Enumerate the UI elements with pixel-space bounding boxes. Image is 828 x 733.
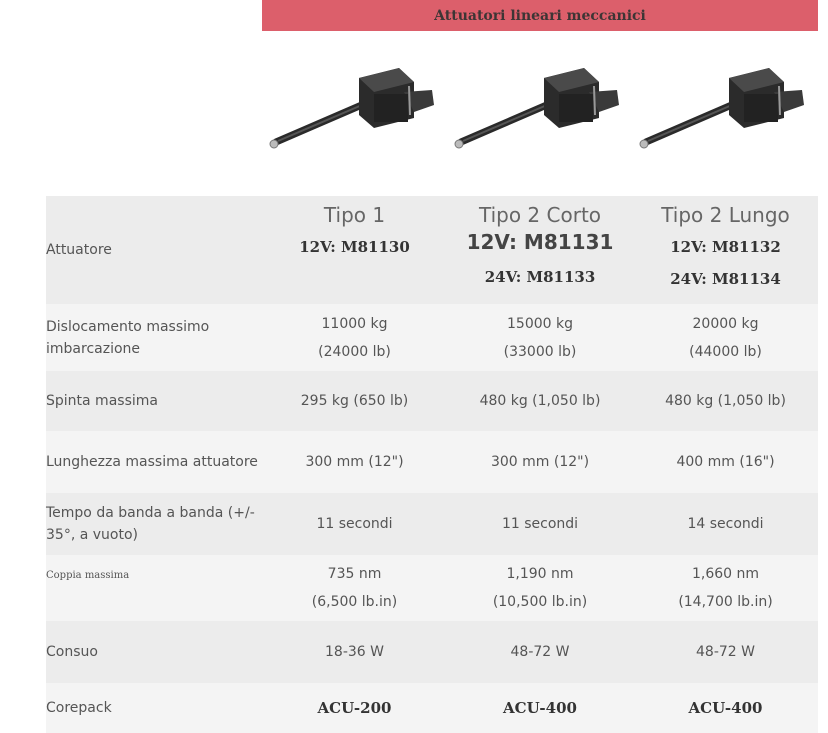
header-tipo-1 [262,196,447,304]
row-label: Lunghezza massima attuatore [46,431,262,493]
type-name: Tipo 2 Lungo [661,203,790,227]
table-row-corepack [46,683,818,733]
row-label: Tempo da banda a banda (+/- 35°, a vuoto) [46,493,262,555]
cell [633,555,818,621]
row-label-attuatore: Attuatore [46,196,262,304]
model-code: 24V: M81134 [670,270,781,288]
model-code: 12V: M81132 [670,238,781,256]
table-row-consuo [46,621,818,683]
cell: 14 secondi [633,493,818,555]
cell-line: 1,190 nm [506,566,574,582]
cell [447,304,633,371]
spec-table [46,196,818,733]
table-row-lunghezza [46,431,818,493]
cell: ACU-400 [633,683,818,733]
cell-line: 20000 kg [692,315,759,332]
cell-line: 15000 kg [507,315,573,332]
cell: 11 secondi [262,493,447,555]
row-label: Corepack [46,683,262,733]
cell-line: 735 nm [327,566,382,582]
model-code: 12V: M81130 [299,238,410,256]
cell-line: (24000 lb) [318,343,391,360]
cell [633,304,818,371]
model-code: 12V: M81131 [466,230,614,254]
table-row-header [46,196,818,304]
cell: 480 kg (1,050 lb) [633,371,818,431]
cell-line: (14,700 lb.in) [678,594,773,610]
cell [262,555,447,621]
header-tipo-2-corto [447,196,633,304]
cell-line: (33000 lb) [503,343,577,360]
cell: 11 secondi [447,493,633,555]
actuator-image-tipo-2-lungo [634,60,814,160]
cell [447,555,633,621]
cell: 18-36 W [262,621,447,683]
header-tipo-2-lungo [633,196,818,304]
actuator-image-tipo-2-corto [449,60,629,160]
model-code: 24V: M81133 [484,268,596,286]
cell: 295 kg (650 lb) [262,371,447,431]
cell-line: (6,500 lb.in) [311,594,398,610]
row-label: Spinta massima [46,371,262,431]
row-label: Dislocamento massimo imbarcazione [46,304,262,371]
row-label: Coppia massima [46,555,262,621]
type-name: Tipo 1 [323,203,386,227]
actuator-image-tipo-1 [264,60,444,160]
cell: 48-72 W [633,621,818,683]
table-row-coppia [46,555,818,621]
cell: 48-72 W [447,621,633,683]
cell-line: 1,660 nm [691,566,760,582]
table-row-tempo [46,493,818,555]
cell: 300 mm (12") [447,431,633,493]
banner-title: Attuatori lineari meccanici [434,7,646,24]
cell: 300 mm (12") [262,431,447,493]
table-row-spinta [46,371,818,431]
cell-line: (10,500 lb.in) [492,594,588,610]
cell: 400 mm (16") [633,431,818,493]
table-row-dislocamento [46,304,818,371]
cell: ACU-400 [447,683,633,733]
cell [262,304,447,371]
row-label: Consuo [46,621,262,683]
type-name: Tipo 2 Corto [478,203,602,227]
cell: 480 kg (1,050 lb) [447,371,633,431]
page-banner [262,0,818,31]
cell-line: 11000 kg [321,315,388,332]
cell-line: (44000 lb) [689,343,762,360]
cell: ACU-200 [262,683,447,733]
